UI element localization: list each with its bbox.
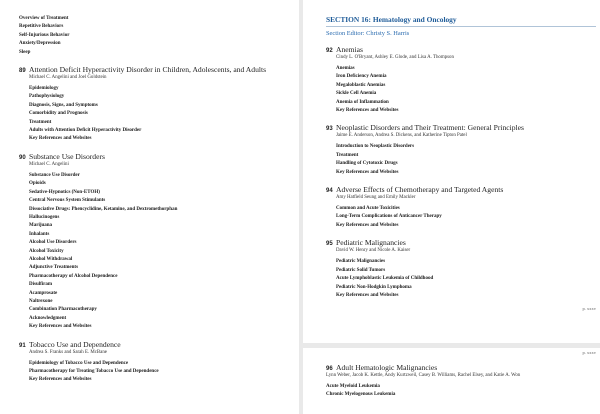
topic-link[interactable]: Key References and Websites: [336, 292, 399, 298]
chapter-topics: [29, 85, 294, 144]
topic-link[interactable]: Acamprosate: [29, 290, 58, 296]
chapter-heading[interactable]: [19, 65, 294, 74]
chapter-entry: [326, 238, 596, 300]
topic-link[interactable]: Treatment: [29, 119, 52, 125]
chapter-topics: [336, 258, 596, 300]
topic-link[interactable]: Long-Term Complications of Anticancer Therapy: [336, 214, 442, 220]
chapter-title: Substance Use Disorders: [29, 151, 105, 161]
topic-link[interactable]: Acute Lymphoblastic Leukemia of Childhood: [336, 276, 434, 282]
topic-link[interactable]: Anemia of Inflammation: [336, 99, 389, 105]
topic-link[interactable]: Sickle Cell Anemia: [336, 91, 377, 97]
left-page: [0, 0, 299, 414]
topic-link[interactable]: Dissociative Drugs: Phencyclidine, Ketamine, and Dextromethorphan: [29, 206, 178, 212]
chapter-title: Pediatric Malignancies: [336, 238, 406, 248]
chapter-topics: [326, 383, 596, 400]
topic-link[interactable]: Naltrexone: [29, 298, 53, 304]
topic-link[interactable]: Iron Deficiency Anemia: [336, 74, 387, 80]
topic-link[interactable]: Epidemiology of Tobacco Use and Dependence: [29, 360, 129, 366]
topic-link[interactable]: Inhalants: [29, 231, 50, 237]
topic-link[interactable]: Adults with Attention Deficit Hyperactivity Disorder: [29, 128, 142, 134]
chapter-entry: [326, 185, 596, 230]
topic-link[interactable]: Epidemiology: [29, 86, 59, 92]
chapter-authors: Amy Hatfield Seung and Emily Mackler: [336, 195, 416, 201]
topic-link[interactable]: Comorbidity and Prognosis: [29, 111, 88, 117]
topic-link[interactable]: Acute Myeloid Leukemia: [326, 384, 380, 389]
topic-link[interactable]: Introduction to Neoplastic Disorders: [336, 144, 415, 150]
chapter-topics: [29, 360, 294, 385]
topic-link[interactable]: Handling of Cytotoxic Drugs: [336, 161, 398, 167]
chapter-number: 92: [326, 48, 333, 54]
chapter-entry: [19, 65, 294, 144]
chapter-heading[interactable]: [19, 340, 294, 349]
right-page: [303, 0, 600, 414]
topic-link[interactable]: Pharmacotherapy for Treating Tobacco Use and Dependence: [29, 369, 159, 374]
chapter-number: 94: [326, 188, 333, 195]
chapter-entry: [326, 123, 596, 177]
topic-link[interactable]: Pathophysiology: [29, 94, 65, 100]
topic-link[interactable]: Repetitive Behaviors: [19, 24, 64, 30]
topic-link[interactable]: Self-Injurious Behavior: [19, 32, 70, 38]
left-contents-column: [19, 15, 294, 385]
topic-link[interactable]: Pediatric Non-Hodgkin Lymphoma: [336, 284, 412, 290]
chapter-entry: [326, 45, 596, 115]
topic-link[interactable]: Diagnosis, Signs, and Symptoms: [29, 102, 98, 108]
chapter-authors: Andrea S. Franks and Sarah E. McBane: [29, 349, 107, 355]
chapter-heading[interactable]: [326, 45, 596, 54]
chapter-topics: [29, 172, 294, 332]
page-number-bottom: p. xxxv: [582, 306, 596, 312]
chapter-number: 89: [19, 68, 26, 75]
chapter-topics: [336, 205, 596, 230]
topic-link[interactable]: Key References and Websites: [29, 136, 92, 142]
chapter-title: Attention Deficit Hyperactivity Disorder in Children, Adolescents, and Adults: [29, 65, 267, 75]
topic-link[interactable]: Sedative-Hypnotics (Non-ETOH): [29, 189, 100, 195]
chapter-authors: Jaime E. Anderson, Andrea S. Dickens, and Katherine Tipton Patel: [336, 133, 467, 139]
chapter-title: Adult Hematologic Malignancies: [336, 363, 438, 372]
next-page-column: [326, 348, 596, 400]
topic-link[interactable]: Treatment: [336, 152, 359, 158]
topic-link[interactable]: Adjunctive Treatments: [29, 265, 79, 271]
chapter-entry: [326, 363, 596, 400]
chapter-authors: Michael C. Angelini and Joel Goldstein: [29, 75, 107, 81]
chapter-heading[interactable]: [326, 363, 596, 372]
chapter-title: Neoplastic Disorders and Their Treatment: General Principles: [336, 123, 524, 133]
topic-link[interactable]: Combination Pharmacotherapy: [29, 307, 97, 313]
chapter-title: Anemias: [336, 45, 363, 54]
topic-link[interactable]: Alcohol Toxicity: [29, 248, 64, 254]
topic-link[interactable]: Common and Acute Toxicities: [336, 206, 400, 212]
topic-link[interactable]: Key References and Websites: [336, 222, 399, 228]
chapter-authors: Cindy L. O'Bryant, Ashley E. Glode, and Lisa A. Thompson: [336, 55, 454, 60]
chapter-entry: [19, 152, 294, 332]
topic-link[interactable]: Acknowledgment: [29, 315, 67, 321]
topic-link[interactable]: Key References and Websites: [336, 108, 399, 114]
chapter-number: 91: [19, 342, 26, 349]
chapter-authors: Lynn Weber, Jacob K. Kettle, Andy Kurtzweil, Casey B. Williams, Rachel Elsey, and Katie A. Won: [326, 373, 521, 378]
section-editor: Section Editor: Christy S. Harris: [326, 30, 410, 37]
chapter-heading[interactable]: [326, 185, 596, 194]
topic-link[interactable]: Key References and Websites: [336, 169, 399, 175]
section-title: SECTION 16: Hematology and Oncology: [326, 15, 596, 27]
topic-link[interactable]: Pharmacotherapy of Alcohol Dependence: [29, 273, 118, 279]
topic-link[interactable]: Alcohol Withdrawal: [29, 256, 73, 262]
chapter-authors: Michael C. Angelini: [29, 161, 69, 167]
topic-link[interactable]: Central Nervous System Stimulants: [29, 198, 106, 204]
chapter-topics: [336, 65, 596, 115]
topic-link[interactable]: Key References and Websites: [29, 324, 92, 330]
chapter-entry: [19, 340, 294, 385]
leading-topics: [19, 15, 294, 57]
chapter-heading[interactable]: [19, 152, 294, 161]
chapter-heading[interactable]: [326, 123, 596, 132]
chapter-topics: [336, 143, 596, 177]
topic-link[interactable]: Marijuana: [29, 223, 53, 229]
topic-link[interactable]: Chronic Myelogenous Leukemia: [326, 392, 396, 398]
chapter-number: 95: [326, 241, 333, 248]
chapter-heading[interactable]: [326, 238, 596, 247]
topic-link[interactable]: Anxiety/Depression: [19, 41, 61, 47]
chapter-number: 96: [326, 366, 333, 372]
topic-link[interactable]: Hallucinogens: [29, 214, 60, 220]
topic-link[interactable]: Overview of Treatment: [19, 16, 69, 21]
topic-link[interactable]: Alcohol Use Disorders: [29, 240, 77, 246]
topic-link[interactable]: Key References and Websites: [29, 377, 92, 383]
chapter-number: 93: [326, 126, 333, 133]
topic-link[interactable]: Pediatric Malignancies: [336, 259, 386, 265]
page-number-top: p. xxxv: [582, 350, 596, 355]
chapter-title: Adverse Effects of Chemotherapy and Targeted Agents: [336, 185, 504, 195]
topic-link[interactable]: Pediatric Solid Tumors: [336, 267, 386, 273]
topic-link[interactable]: Opioids: [29, 181, 46, 187]
chapter-number: 90: [19, 154, 26, 161]
topic-link[interactable]: Anemias: [336, 66, 355, 71]
right-contents-column: [326, 15, 596, 311]
topic-link[interactable]: Megaloblastic Anemias: [336, 82, 386, 88]
chapter-authors: David W. Henry and Nicole A. Kaiser: [336, 248, 411, 254]
topic-link[interactable]: Disulfiram: [29, 282, 53, 288]
topic-link[interactable]: Sleep: [19, 49, 31, 55]
chapter-title: Tobacco Use and Dependence: [29, 339, 121, 349]
topic-link[interactable]: Substance Use Disorder: [29, 172, 80, 178]
